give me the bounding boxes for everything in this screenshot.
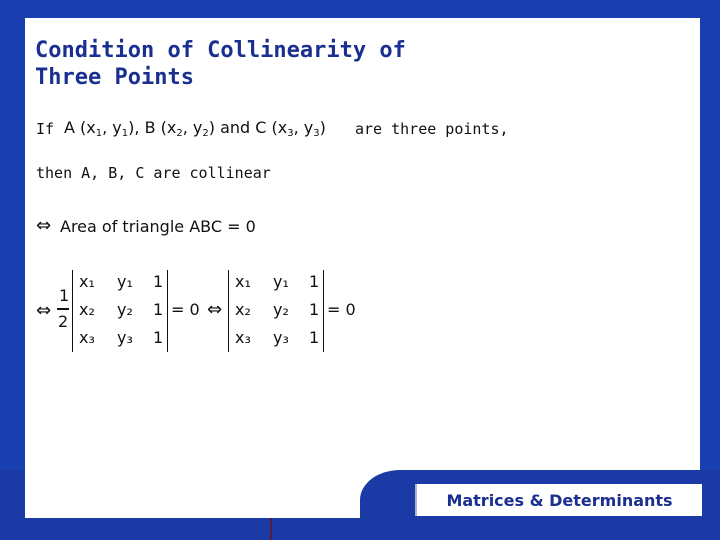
slide-canvas — [25, 18, 700, 518]
determinant-2 — [228, 270, 324, 352]
area-condition: Area of triangle ABC = 0 — [60, 217, 256, 236]
det2-r3c1: x₃ — [235, 328, 251, 347]
det1-r1c3: 1 — [153, 272, 164, 291]
equiv-arrow-2: ⇔ — [36, 300, 52, 321]
slide-title — [35, 37, 485, 91]
statement-tail: are three points, — [355, 120, 509, 138]
det1-r1c2: y₁ — [117, 272, 133, 291]
determinant-1 — [72, 270, 168, 352]
det2-r3c2: y₃ — [273, 328, 289, 347]
fraction-bar — [57, 308, 69, 310]
points-expression: A ($x_1$, $y_1$), B ($x_2$, $y_2$) and C ($x_3$, $y_3$) — [64, 118, 326, 139]
half-denominator: 2 — [58, 312, 69, 331]
det2-r3c3: 1 — [309, 328, 320, 347]
det2-r2c2: y₂ — [273, 300, 289, 319]
det1-r2c2: y₂ — [117, 300, 133, 319]
equals-zero-1: = 0 — [171, 300, 200, 319]
det1-r3c3: 1 — [153, 328, 164, 347]
half-numerator: 1 — [59, 286, 70, 305]
title-line-1: Condition of Collinearity of — [35, 38, 406, 63]
det1-r2c3: 1 — [153, 300, 164, 319]
footer-label: Matrices & Determinants — [446, 490, 673, 510]
collinear-statement: then A, B, C are collinear — [36, 164, 271, 182]
equals-zero-2: = 0 — [327, 300, 356, 319]
divider-mark — [270, 518, 272, 540]
det2-r2c1: x₂ — [235, 300, 251, 319]
title-line-2: Three Points — [35, 65, 194, 90]
footer-box — [415, 484, 702, 516]
det2-r1c3: 1 — [309, 272, 320, 291]
det2-r1c2: y₁ — [273, 272, 289, 291]
det2-r1c1: x₁ — [235, 272, 251, 291]
equiv-arrow-1: ⇔ — [36, 215, 52, 236]
det2-r2c3: 1 — [309, 300, 320, 319]
det1-r3c1: x₃ — [79, 328, 95, 347]
det1-r1c1: x₁ — [79, 272, 95, 291]
equiv-arrow-3: ⇔ — [207, 299, 223, 320]
det1-r3c2: y₃ — [117, 328, 133, 347]
if-word: If — [36, 120, 55, 138]
det1-r2c1: x₂ — [79, 300, 95, 319]
